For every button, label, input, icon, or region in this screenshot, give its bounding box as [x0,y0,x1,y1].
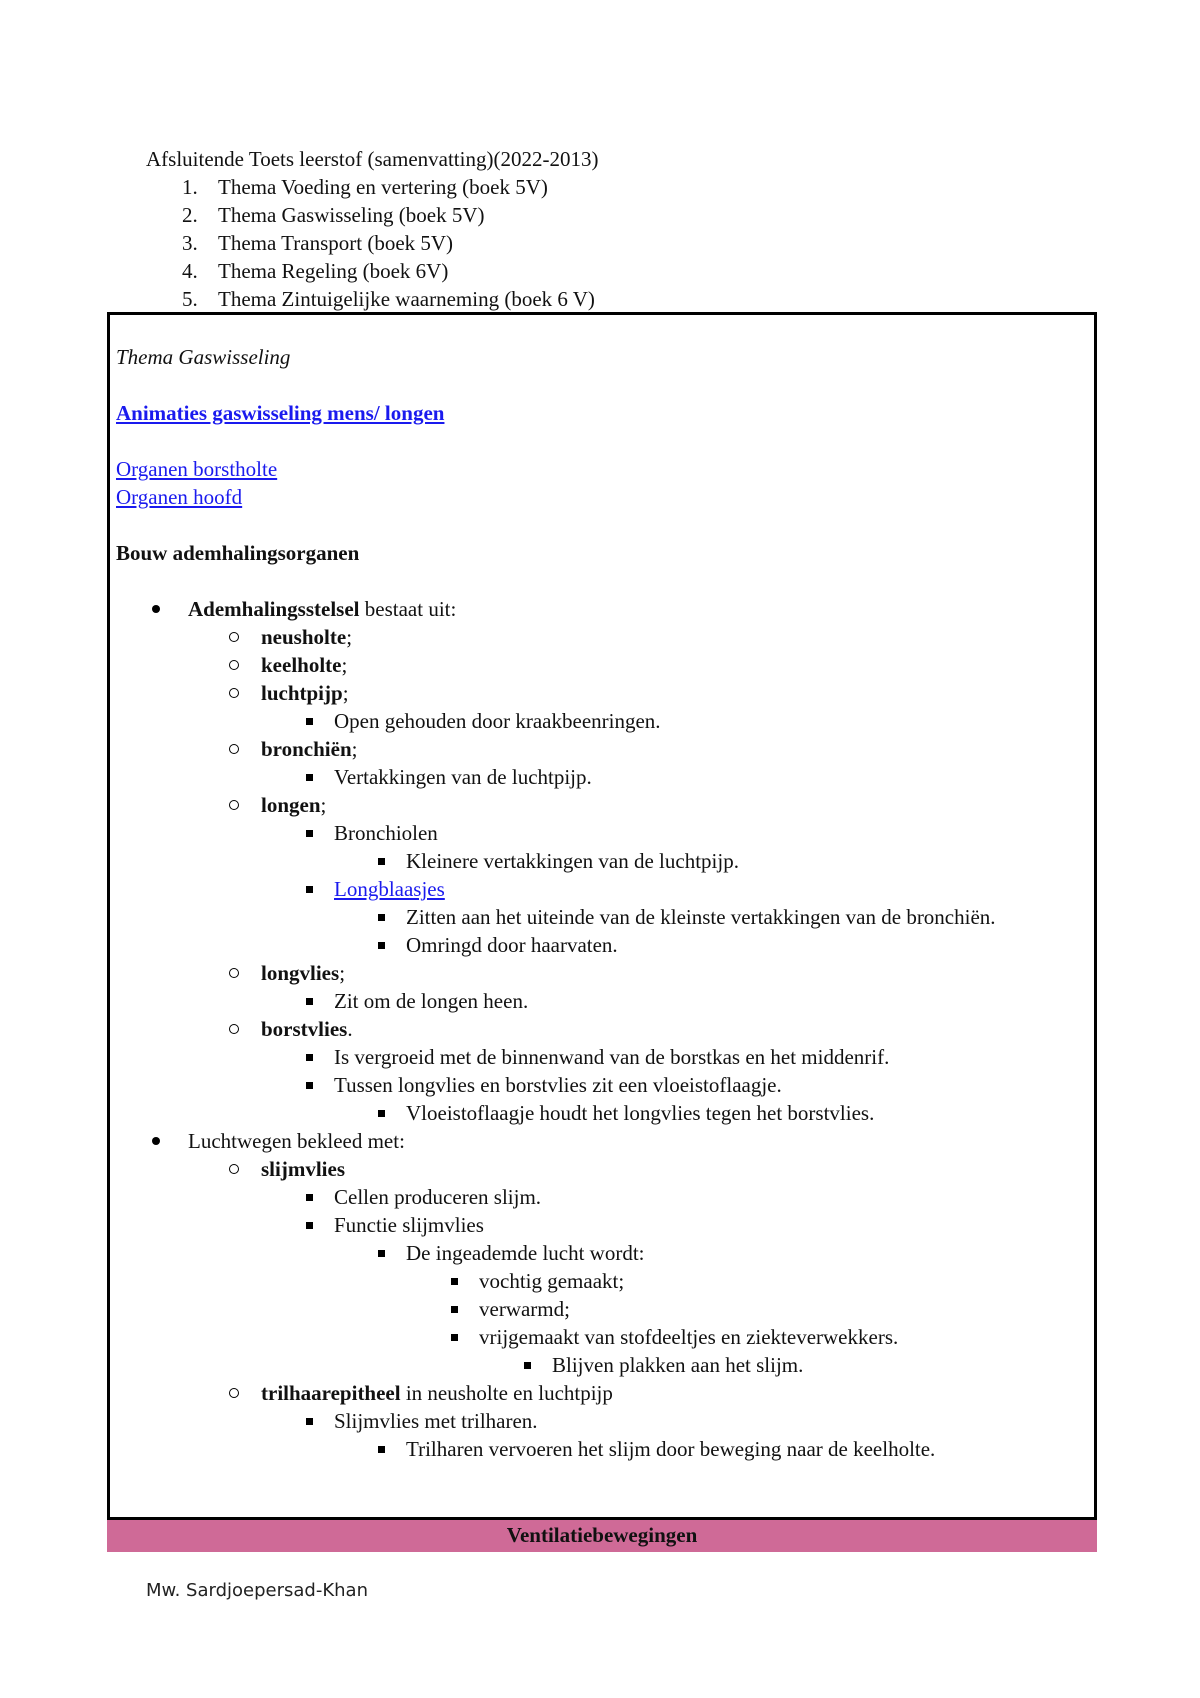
list-item [116,1043,1088,1071]
bullet-square-icon [451,1306,458,1313]
list-item [116,1295,1088,1323]
topic-number: 3. [182,231,198,255]
topic-text: Thema Zintuigelijke waarneming (boek 6 V) [218,287,595,311]
list-item [116,791,1088,819]
document-title: Afsluitende Toets leerstof (samenvatting)(2022-2013) [146,147,599,171]
term: longvlies [261,961,340,985]
list-item [116,1015,1088,1043]
topic-text: Thema Voeding en vertering (boek 5V) [218,175,548,199]
topic-number: 5. [182,287,198,311]
bullet-square-icon [378,858,385,865]
bullet-square-icon [306,998,313,1005]
item-text: vochtig gemaakt; [479,1269,625,1293]
item-text: ; [342,681,349,705]
bullet-square-icon [306,718,313,725]
spacer [116,427,1088,455]
topic-item [146,173,598,201]
list-item [116,1267,1088,1295]
bullet-square-icon [524,1362,531,1369]
topic-item [146,257,598,285]
topic-text: Thema Regeling (boek 6V) [218,259,449,283]
item-text: Luchtwegen bekleed met: [188,1129,405,1153]
ventilation-heading-band: Ventilatiebewegingen [107,1517,1097,1552]
spacer [116,567,1088,595]
term: trilhaarepitheel [261,1381,401,1405]
topics-list [146,173,598,313]
longblaasjes-link[interactable]: Longblaasjes [334,877,445,901]
bullet-square-icon [306,1222,313,1229]
bullet-circle-icon [229,660,239,670]
item-text: vrijgemaakt van stofdeeltjes en ziekteverwekkers. [479,1325,899,1349]
list-item [116,1239,1088,1267]
topic-number: 1. [182,175,198,199]
topic-item [146,285,598,313]
header-block [146,145,598,313]
list-item [116,1183,1088,1211]
item-text: ; [339,961,346,985]
topic-number: 2. [182,203,198,227]
bullet-square-icon [451,1334,458,1341]
bullet-circle-icon [229,800,239,810]
bullet-disc-icon [152,605,160,613]
topic-item [146,201,598,229]
list-item [116,1379,1088,1407]
bullet-disc-icon [152,1137,160,1145]
item-text: Slijmvlies met trilharen. [334,1409,538,1433]
item-text: De ingeademde lucht wordt: [406,1241,645,1265]
list-item [116,651,1088,679]
list-item [116,1155,1088,1183]
spacer [116,371,1088,399]
bullet-circle-icon [229,632,239,642]
list-item [116,595,1088,623]
bullet-square-icon [378,1250,385,1257]
topic-number: 4. [182,259,198,283]
bullet-circle-icon [229,1164,239,1174]
spacer [116,511,1088,539]
list-item [116,959,1088,987]
list-item [116,623,1088,651]
list-item [116,735,1088,763]
list-item [116,819,1088,847]
chest-organs-link[interactable]: Organen borstholte [116,457,278,481]
item-text: ; [346,625,353,649]
term: borstvlies [261,1017,348,1041]
animations-link[interactable]: Animaties gaswisseling mens/ longen [116,401,445,425]
section-heading: Bouw ademhalingsorganen [116,541,360,565]
list-item [116,1435,1088,1463]
item-text: . [347,1017,353,1041]
bullet-square-icon [306,774,313,781]
bullet-square-icon [306,1082,313,1089]
bullet-square-icon [306,886,313,893]
item-text: ; [320,793,327,817]
bullet-circle-icon [229,968,239,978]
list-item [116,1211,1088,1239]
list-item [116,763,1088,791]
list-item [116,679,1088,707]
term: neusholte [261,625,347,649]
bullet-square-icon [306,1194,313,1201]
list-item [116,931,1088,959]
item-text: bestaat uit: [359,597,457,621]
list-item [116,847,1088,875]
bullet-square-icon [378,914,385,921]
list-item [116,1407,1088,1435]
item-text: Tussen longvlies en borstvlies zit een vloeistoflaagje. [334,1073,782,1097]
item-text: Blijven plakken aan het slijm. [552,1353,804,1377]
list-item [116,1323,1088,1351]
item-text: Zit om de longen heen. [334,989,529,1013]
term: luchtpijp [261,681,343,705]
bullet-circle-icon [229,1024,239,1034]
term: Ademhalingsstelsel [188,597,360,621]
item-text: Open gehouden door kraakbeenringen. [334,709,661,733]
bullet-square-icon [451,1278,458,1285]
term: slijmvlies [261,1157,345,1181]
term: keelholte [261,653,342,677]
list-item [116,903,1088,931]
topic-text: Thema Transport (boek 5V) [218,231,454,255]
list-item [116,1351,1088,1379]
list-item [116,1127,1088,1155]
head-organs-link[interactable]: Organen hoofd [116,485,243,509]
list-item [116,1071,1088,1099]
bullet-circle-icon [229,688,239,698]
item-text: Bronchiolen [334,821,438,845]
bullet-circle-icon [229,744,239,754]
item-text: Zitten aan het uiteinde van de kleinste vertakkingen van de bronchiën. [406,905,996,929]
bullet-square-icon [306,1054,313,1061]
item-text: Cellen produceren slijm. [334,1185,542,1209]
list-item [116,987,1088,1015]
bullet-square-icon [306,1418,313,1425]
term: longen [261,793,321,817]
content-box-inner [116,343,1088,1463]
term: bronchiën [261,737,352,761]
item-text: verwarmd; [479,1297,570,1321]
author-footer: Mw. Sardjoepersad-Khan [146,1580,368,1601]
list-item [116,1099,1088,1127]
item-text: in neusholte en luchtpijp [400,1381,613,1405]
list-item [116,707,1088,735]
bullet-circle-icon [229,1388,239,1398]
item-text: Functie slijmvlies [334,1213,484,1237]
bullet-square-icon [378,1110,385,1117]
item-text: Trilharen vervoeren het slijm door beweging naar de keelholte. [406,1437,936,1461]
bullet-square-icon [306,830,313,837]
topic-text: Thema Gaswisseling (boek 5V) [218,203,485,227]
item-text: Vertakkingen van de luchtpijp. [334,765,592,789]
item-text: Omringd door haarvaten. [406,933,618,957]
bullet-square-icon [378,942,385,949]
content-box [107,312,1097,1552]
item-text: ; [341,653,348,677]
item-text: Vloeistoflaagje houdt het longvlies tegen het borstvlies. [406,1101,875,1125]
item-text: Is vergroeid met de binnenwand van de borstkas en het middenrif. [334,1045,890,1069]
item-text: ; [351,737,358,761]
theme-title: Thema Gaswisseling [116,345,291,369]
bullet-square-icon [378,1446,385,1453]
item-text: Kleinere vertakkingen van de luchtpijp. [406,849,739,873]
topic-item [146,229,598,257]
list-item [116,875,1088,903]
